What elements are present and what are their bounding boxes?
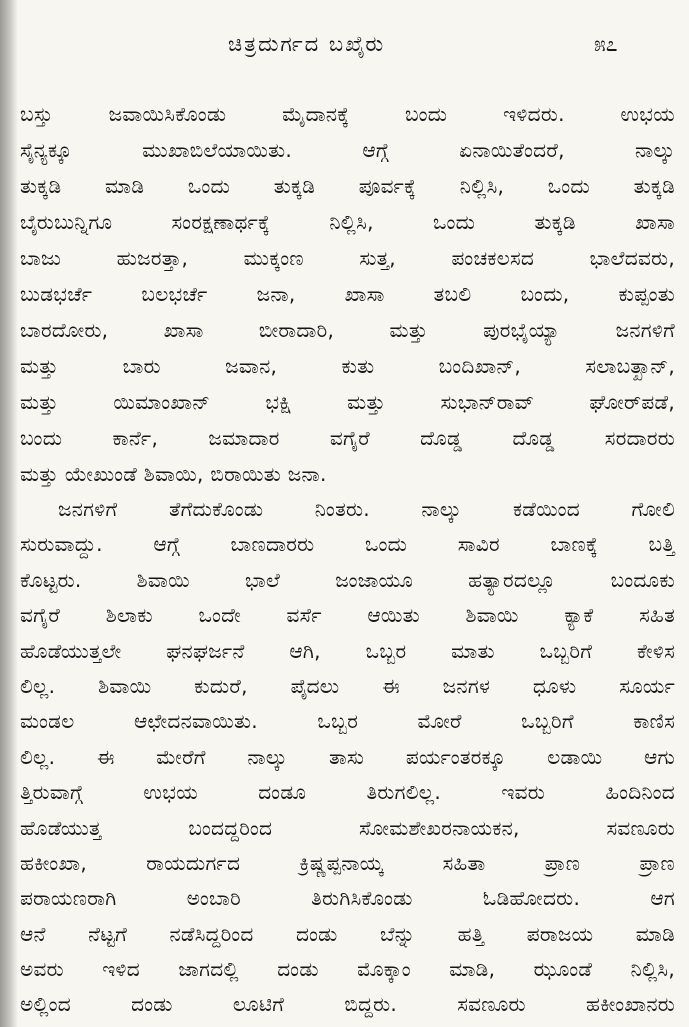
text-line: ತುಕ್ಕಡಿ ಮಾಡಿ ಒಂದು ತುಕ್ಕಡಿ ಪೂರ್ವಕ್ಕೆ ನಿಲ್ಲಿಸಿ, ಒಂದು ತುಕ್ಕಡಿ [20,174,675,198]
paragraph-2 [0,492,689,1023]
text-line: ಅವರು ಇಳಿದ ಜಾಗದಲ್ಲಿ ದಂಡು ಮೊಕ್ಕಾಂ ಮಾಡಿ, ಝೂಂಡೆ ನಿಲ್ಲಿಸಿ, [20,957,675,982]
running-title: ಚಿತ್ರದುರ್ಗದ ಬಖೈರು [228,32,386,56]
text-line: ಬಂದು ಕಾರ್ನೆ, ಜಮಾದಾರ ವಗೈರೆ ದೊಡ್ಡ ದೊಡ್ಡ ಸರದಾರರು [20,426,675,450]
text-line: ಮತ್ತು ಯೇಖುಂಡೆ ಶಿವಾಯಿ, ಬಿರಾಯಿತು ಜನಾ. [20,462,327,486]
text-line: ಸುರುವಾದ್ದು. ಆಗ್ಗೆ ಬಾಣದಾರರು ಒಂದು ಸಾವಿರ ಬಾಣಕ್ಕೆ ಬತ್ತಿ [20,532,675,557]
text-line: ವಗೈರೆ ಶಿಲಾಕು ಒಂದೇ ವರ್ಸೆ ಆಯಿತು ಶಿವಾಯಿ ಕ್ಯಾಕೆ ಸಹಿತ [20,603,675,628]
text-line: ಹಕೀಂಖಾ, ರಾಯದುರ್ಗದ ಕ್ರಿಷ್ಣಪ್ಪನಾಯ್ಕ ಸಹಿತಾ ಪ್ರಾಣ ಪ್ರಾಣ [20,850,675,875]
text-line: ಮಂಡಲ ಆಛೇದನವಾಯಿತು. ಒಬ್ಬರ ಮೋರೆ ಒಬ್ಬರಿಗೆ ಕಾಣಿಸ [20,709,675,734]
text-line: ಪರಾಯಣರಾಗಿ ಅಂಬಾರಿ ತಿರುಗಿಸಿಕೊಂಡು ಓಡಿಹೋದರು. ಆಗ [20,886,675,911]
page-header [0,30,689,66]
text-line: ಕೊಟ್ಟರು. ಶಿವಾಯಿ ಭಾಲೆ ಜಂಜಾಯೂ ಹತ್ಯಾರದಲ್ಲೂ ಬಂದೂಕು [20,567,675,592]
text-line: ಜನಗಳಿಗೆ ತೆಗೆದುಕೊಂಡು ನಿಂತರು. ನಾಲ್ಕು ಕಡೆಯಿಂದ ಗೋಲಿ [58,497,675,521]
text-line: ಆನೆ ನೆಟ್ಟಗೆ ನಡೆಸಿದ್ದರಿಂದ ದಂಡು ಬೆನ್ನು ಹತ್ತಿ ಪರಾಜಯ ಮಾಡಿ [20,921,675,946]
text-line: ಬುಡಭರ್ಚೆ ಬಲಭರ್ಚೆ ಜನಾ, ಖಾಸಾ ತಬಲಿ ಬಂದು, ಕುಪ್ಪಂತು [20,282,675,306]
page-number: ೫೭ [594,32,618,56]
text-line: ಬಾಜು ಹುಜರತ್ತಾ, ಮುಕ್ಕಂಣ ಸುತ್ತ, ಪಂಚಕಲಸದ ಭಾಲೆದವರು, [20,246,675,270]
text-line: ಅಲ್ಲಿಂದ ದಂಡು ಲೂಟಿಗೆ ಬಿದ್ದರು. ಸವಣೂರು ಹಕೀಂಖಾನರು [20,992,675,1017]
text-line: ಬಸ್ತು ಜವಾಯಿಸಿಕೊಂಡು ಮೈದಾನಕ್ಕೆ ಬಂದು ಇಳಿದರು. ಉಭಯ [20,102,675,126]
text-line: ಲಿಲ್ಲ. ಶಿವಾಯಿ ಕುದುರೆ, ಪೈದಲು ಈ ಜನಗಳ ಧೂಳು ಸೂರ್ಯ [20,673,675,698]
text-line: ಲಿಲ್ಲ. ಈ ಮೇರೆಗೆ ನಾಲ್ಕು ತಾಸು ಪರ್ಯಂತರಕ್ಕೂ ಲಡಾಯಿ ಆಗು [20,744,675,769]
text-line: ಸೈನ್ಯಕ್ಕೂ ಮುಖಾಬಿಲೆಯಾಯಿತು. ಆಗ್ಗೆ ಏನಾಯಿತೆಂದರೆ, ನಾಲ್ಕು [20,138,675,162]
text-line: ತ್ತಿರುವಾಗ್ಗೆ ಉಭಯ ದಂಡೂ ತಿರುಗಲಿಲ್ಲ. ಇವರು ಹಿಂದಿನಿಂದ [20,780,675,805]
text-line: ಹೊಡೆಯುತ್ತಲೇ ಘನಘರ್ಜನೆ ಆಗಿ, ಒಬ್ಬರ ಮಾತು ಒಬ್ಬರಿಗೆ ಕೇಳಿಸ [20,638,675,663]
text-line: ಮತ್ತು ಬಾರು ಜವಾನ, ಕುತು ಬಂದಿಖಾನ್, ಸಲಾಬತ್ಖಾನ್, [20,354,675,378]
text-line: ಮತ್ತು ಯಿಮಾಂಖಾನ್ ಭಕ್ಷಿ ಮತ್ತು ಸುಭಾನ್‌ರಾವ್ ಘೋರ್‌ಪಡೆ, [20,390,675,414]
text-line: ಬಾರದೋರು, ಖಾಸಾ ಬೀರಾದಾರಿ, ಮತ್ತು ಪುರಭೈಯ್ಯಾ ಜನಗಳಿಗೆ [20,318,675,342]
paragraph-1 [0,96,689,492]
text-line: ಹೊಡೆಯುತ್ತ ಬಂದದ್ದರಿಂದ ಸೋಮಶೇಖರನಾಯಕನ, ಸವಣೂರು [20,815,675,840]
text-line: ಬೈರುಬುನ್ನಿಗೂ ಸಂರಕ್ಷಣಾರ್ಥಕ್ಕೆ ನಿಲ್ಲಿಸಿ, ಒಂದು ತುಕ್ಕಡಿ ಖಾಸಾ [20,210,675,234]
